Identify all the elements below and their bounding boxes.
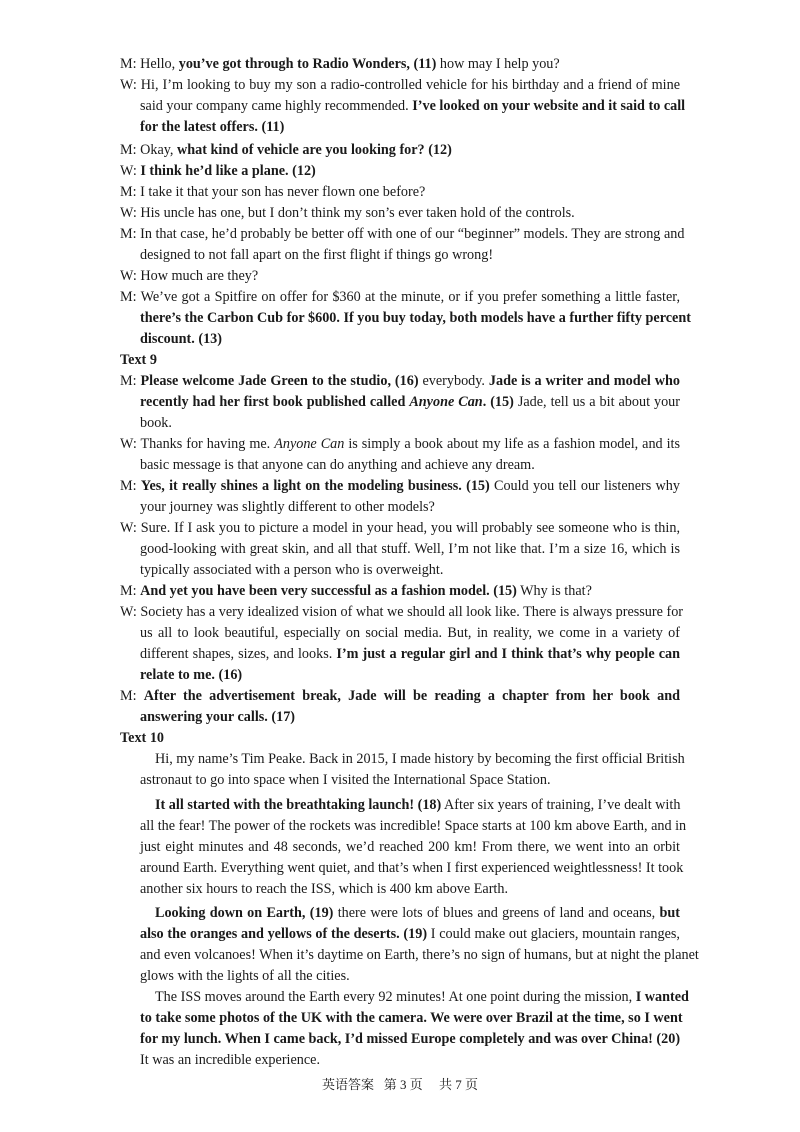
line-text: is simply a book about my life as a fashion model, and its	[344, 436, 680, 452]
answer-highlight-text: I think he’d like a plane. (12)	[140, 163, 316, 179]
line-text: there were lots of blues and greens of land and oceans,	[333, 905, 660, 921]
line-text: W: Thanks for having me.	[120, 436, 275, 452]
transcript-line	[120, 581, 680, 602]
line-text: W: Sure. If I ask you to picture a model in your head, you will probably see someone who is thin,	[120, 520, 680, 536]
transcript-line	[140, 837, 680, 858]
line-text: us all to look beautiful, especially on social media. But, in reality, we come in a variety of	[140, 625, 680, 641]
transcript-line	[140, 329, 680, 350]
transcript-line	[120, 476, 680, 497]
answer-highlight-text: I’ve looked on your website and it said to call	[412, 98, 686, 114]
line-text: Jade, tell us a bit about your	[513, 394, 680, 410]
answer-highlight-text: After the advertisement break, Jade will be reading a chapter from her book and	[143, 688, 680, 704]
line-text: good-looking with great skin, and all that stuff. Well, I’m not like that. I’m a size 16, which is	[140, 541, 680, 557]
line-text: around Earth. Everything went quiet, and that’s when I first experienced weightlessness! It took	[140, 860, 684, 876]
transcript-line	[155, 749, 685, 770]
line-text: Hi, my name’s Tim Peake. Back in 2015, I made history by becoming the first official British	[155, 751, 685, 767]
transcript-line	[140, 1008, 683, 1029]
line-text: It was an incredible experience.	[140, 1052, 321, 1068]
line-text: different shapes, sizes, and looks.	[140, 646, 337, 662]
transcript-line	[140, 539, 680, 560]
transcript-line	[120, 54, 680, 75]
answer-highlight-text: . (15)	[482, 394, 514, 410]
line-text: typically associated with a person who is overweight.	[140, 562, 444, 578]
transcript-line	[140, 707, 680, 728]
transcript-line	[120, 602, 684, 623]
transcript-line	[140, 924, 680, 945]
answer-highlight-text: Text 10	[120, 730, 165, 746]
transcript-line	[120, 686, 680, 707]
line-text: W: Society has a very idealized vision of what we should all look like. There is always pressure for	[120, 604, 684, 620]
answer-highlight-text: also the oranges and yellows of the deserts. (19)	[140, 926, 428, 942]
line-text: M:	[120, 478, 141, 494]
line-text: M: Okay,	[120, 142, 178, 158]
transcript-line	[140, 117, 680, 138]
line-text: M:	[120, 583, 141, 599]
transcript-line	[140, 816, 687, 837]
line-text: M:	[120, 373, 141, 389]
line-text: basic message is that anyone can do anything and achieve any dream.	[140, 457, 535, 473]
transcript-line	[140, 945, 699, 966]
transcript-line	[155, 903, 680, 924]
line-text: how may I help you?	[436, 56, 560, 72]
transcript-line	[140, 455, 680, 476]
line-text: The ISS moves around the Earth every 92 minutes! At one point during the mission,	[155, 989, 636, 1005]
transcript-line	[140, 96, 686, 117]
transcript-line	[140, 665, 680, 686]
answer-highlight-text: Jade is a writer and model who	[488, 373, 680, 389]
line-text: designed to not fall apart on the first flight if things go wrong!	[140, 247, 494, 263]
answer-highlight-text: It all started with the breathtaking launch! (18)	[155, 797, 442, 813]
answer-highlight-text: discount. (13)	[140, 331, 222, 347]
answer-highlight-text: you’ve got through to Radio Wonders, (11)	[178, 56, 437, 72]
answer-highlight-text: Text 9	[120, 352, 157, 368]
transcript-line	[140, 879, 680, 900]
transcript-line	[120, 140, 680, 161]
answer-highlight-text: but	[659, 905, 680, 921]
answer-highlight-text: Yes, it really shines a light on the modeling business. (15)	[140, 478, 490, 494]
answer-highlight-text: I wanted	[635, 989, 689, 1005]
line-text: W: Hi, I’m looking to buy my son a radio-controlled vehicle for his birthday and a friend of mine	[120, 77, 680, 93]
answer-highlight-text: relate to me. (16)	[140, 667, 243, 683]
transcript-line	[140, 1029, 680, 1050]
transcript-line	[140, 308, 691, 329]
line-text: M: I take it that your son has never flown one before?	[120, 184, 426, 200]
line-text: W: How much are they?	[120, 268, 259, 284]
answer-highlight-text: answering your calls. (17)	[140, 709, 296, 725]
line-text: After six years of training, I’ve dealt with	[441, 797, 681, 813]
line-text: Anyone Can	[274, 436, 345, 452]
transcript-line	[140, 966, 680, 987]
transcript-line	[120, 224, 685, 245]
answer-highlight-text: Looking down on Earth, (19)	[155, 905, 334, 921]
answer-highlight-text: recently had her first book published called	[140, 394, 410, 410]
line-text: just eight minutes and 48 seconds, we’d reached 200 km! From there, we went into an orbit	[140, 839, 680, 855]
transcript-line	[120, 266, 680, 287]
transcript-line	[140, 560, 680, 581]
transcript-line	[140, 413, 680, 434]
line-text: M: Hello,	[120, 56, 179, 72]
line-text: I could make out glaciers, mountain ranges,	[427, 926, 680, 942]
line-text: M:	[120, 688, 144, 704]
section-heading	[120, 728, 680, 749]
transcript-line	[120, 75, 680, 96]
transcript-line	[120, 287, 680, 308]
transcript-line	[140, 497, 680, 518]
line-text: W: His uncle has one, but I don’t think my son’s ever taken hold of the controls.	[120, 205, 575, 221]
transcript-line	[140, 392, 680, 413]
transcript-line	[120, 182, 680, 203]
transcript-line	[140, 623, 680, 644]
line-text: everybody.	[418, 373, 489, 389]
line-text: said your company came highly recommended.	[140, 98, 413, 114]
transcript-line	[140, 770, 680, 791]
answer-highlight-text: to take some photos of the UK with the camera. We were over Brazil at the time, so I went	[140, 1010, 683, 1026]
page-footer: 英语答案 第 3 页 共 7 页	[321, 1077, 478, 1092]
line-text: book.	[140, 415, 172, 431]
transcript-line	[120, 371, 680, 392]
transcript-line	[120, 161, 680, 182]
transcript-line	[155, 987, 689, 1008]
answer-highlight-text: I’m just a regular girl and I think that’s why people can	[336, 646, 681, 662]
line-text: glows with the lights of all the cities.	[140, 968, 350, 984]
line-text: and even volcanoes! When it’s daytime on Earth, there’s no sign of humans, but at night the planet	[140, 947, 699, 963]
answer-highlight-text: for the latest offers. (11)	[140, 119, 285, 135]
line-text: Could you tell our listeners why	[489, 478, 680, 494]
line-text: all the fear! The power of the rockets was incredible! Space starts at 100 km above Earth, and in	[140, 818, 687, 834]
transcript-line	[120, 434, 680, 455]
transcript-line	[140, 1050, 680, 1071]
line-text: Why is that?	[516, 583, 592, 599]
transcript-line	[120, 518, 680, 539]
answer-highlight-text: what kind of vehicle are you looking for? (12)	[177, 142, 452, 158]
line-text: astronaut to go into space when I visited the International Space Station.	[140, 772, 551, 788]
answer-highlight-text: for my lunch. When I came back, I’d missed Europe completely and was over China! (20)	[140, 1031, 681, 1047]
answer-highlight-text: Anyone Can	[409, 394, 483, 410]
transcript-line	[140, 644, 680, 665]
answer-highlight-text: there’s the Carbon Cub for $600. If you buy today, both models have a further fifty percent	[140, 310, 691, 326]
line-text: another six hours to reach the ISS, which is 400 km above Earth.	[140, 881, 509, 897]
transcript-line	[140, 858, 684, 879]
line-text: M: In that case, he’d probably be better off with one of our “beginner” models. They are strong and	[120, 226, 685, 242]
answer-highlight-text: Please welcome Jade Green to the studio, (16)	[140, 373, 419, 389]
line-text: your journey was slightly different to other models?	[140, 499, 435, 515]
line-text: M: We’ve got a Spitfire on offer for $360 at the minute, or if you prefer something a little faster,	[120, 289, 680, 305]
answer-highlight-text: And yet you have been very successful as a fashion model. (15)	[140, 583, 517, 599]
transcript-line	[120, 203, 680, 224]
transcript-line	[140, 245, 680, 266]
transcript-line	[155, 795, 680, 816]
section-heading	[120, 350, 680, 371]
line-text: W:	[120, 163, 141, 179]
